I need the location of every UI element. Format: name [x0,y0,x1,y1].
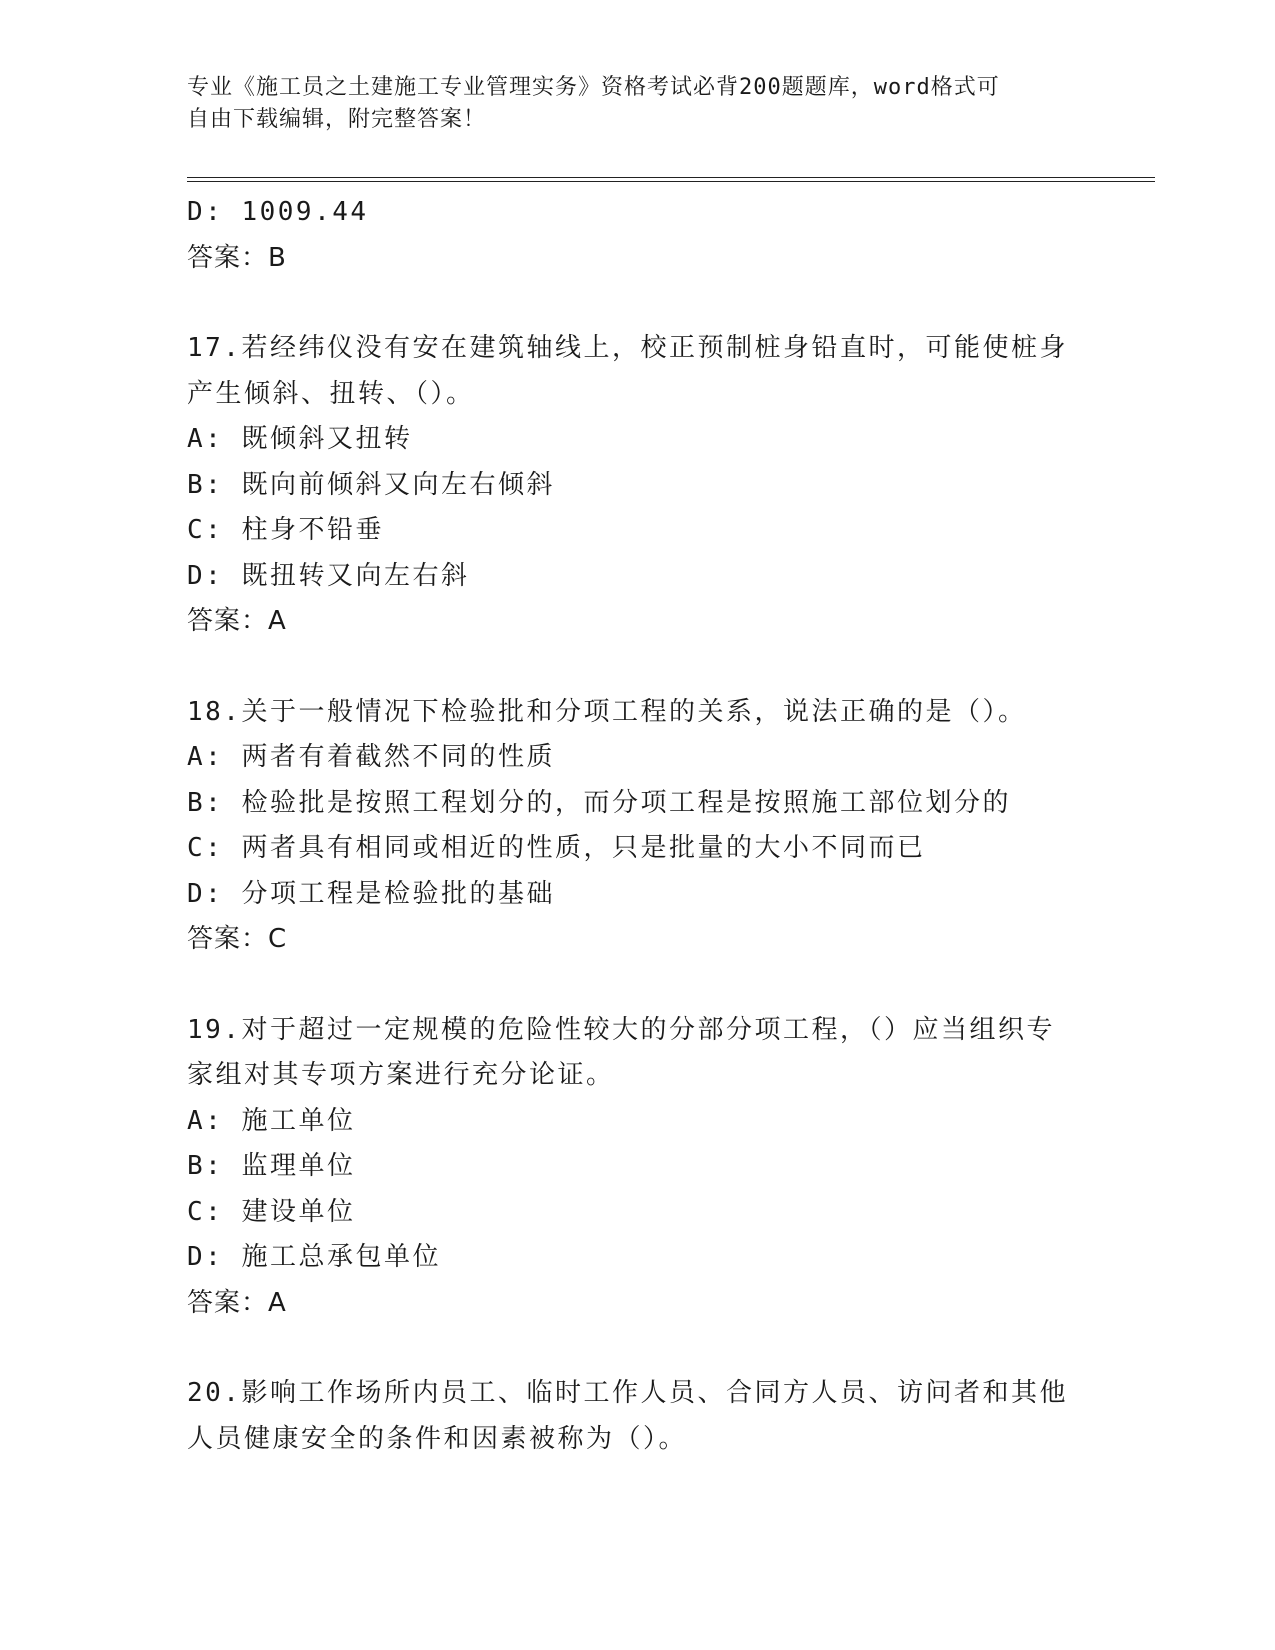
question-18 [187,690,1087,963]
option-a: A: 既倾斜又扭转 [187,424,413,454]
option-d: D: 施工总承包单位 [187,1242,441,1272]
option-b: B: 检验批是按照工程划分的，而分项工程是按照施工部位划分的 [187,787,1011,818]
answer-label: 答案：B [187,242,287,273]
option-c: C: 两者具有相同或相近的性质，只是批量的大小不同而已 [187,833,926,863]
option-b: B: 监理单位 [187,1151,356,1181]
question-stem: 19.对于超过一定规模的危险性较大的分部分项工程，（）应当组织专 [187,1014,1055,1045]
question-stem: 18.关于一般情况下检验批和分项工程的关系，说法正确的是（）。 [187,696,1027,727]
question-stem: 产生倾斜、扭转、（）。 [187,378,475,409]
question-20 [187,1371,1087,1462]
spacer [187,963,1087,1008]
option-a: A: 两者有着截然不同的性质 [187,742,555,772]
option-d: D: 既扭转又向左右斜 [187,560,470,591]
spacer [187,1326,1087,1371]
option-c: C: 柱身不铅垂 [187,515,384,545]
question-stem: 20.影响工作场所内员工、临时工作人员、合同方人员、访问者和其他 [187,1378,1068,1408]
question-stem: 家组对其专项方案进行充分论证。 [187,1060,615,1090]
option-b: B: 既向前倾斜又向左右倾斜 [187,469,555,500]
document-header [187,72,1087,136]
question-16-tail [187,190,1087,281]
option-c: C: 建设单位 [187,1196,356,1227]
question-19 [187,1008,1087,1327]
option-d: D: 分项工程是检验批的基础 [187,878,555,909]
header-line-1: 专业《施工员之土建施工专业管理实务》资格考试必背200题题库，word格式可 [187,75,1000,100]
spacer [187,281,1087,326]
question-stem: 17.若经纬仪没有安在建筑轴线上，校正预制桩身铅直时，可能使桩身 [187,333,1068,363]
option-a: A: 施工单位 [187,1105,356,1136]
option-d: D: 1009.44 [187,197,369,227]
header-divider [187,177,1155,182]
question-list [187,190,1087,1462]
question-17 [187,326,1087,645]
question-stem: 人员健康安全的条件和因素被称为（）。 [187,1423,688,1454]
header-line-2: 自由下载编辑，附完整答案！ [187,107,487,132]
spacer [187,645,1087,690]
answer-label: 答案：A [187,606,287,636]
answer-label: 答案：A [187,1287,287,1318]
answer-label: 答案：C [187,924,288,954]
